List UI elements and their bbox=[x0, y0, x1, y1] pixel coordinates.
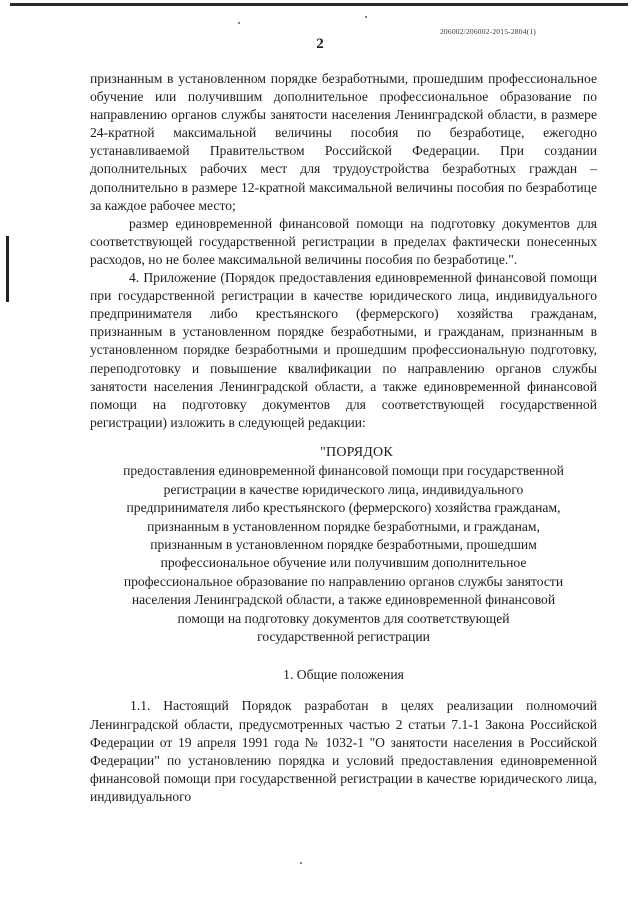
scan-speck bbox=[365, 16, 367, 18]
paragraph-appendix-4: 4. Приложение (Порядок предоставления единовременной финансовой помощи при государственной регистрации в качестве юридического лица, индивидуального предпринимателя либо крестьянского (фермерского) хозяйства гражданам, признанным в установленном порядке безработными, и гражданам, признанным в установленном порядке безработными и прошедшим профессиональную подготовку, переподготовку и повышение квалификации по направлению органов службы занятости населения Ленинградской области, а также единовременной финансовой помощи на подготовку документов для соответствующей государственной регистрации) изложить в следующей редакции: bbox=[90, 270, 597, 430]
margin-mark bbox=[6, 236, 9, 302]
order-title-line: помощи на подготовку документов для соответствующей bbox=[177, 610, 510, 626]
order-title-line: признанным в установленном порядке безработными, и гражданам, bbox=[147, 518, 540, 534]
paragraph-1-1: 1.1. Настоящий Порядок разработан в целях реализации полномочий Ленинградской области, предусмотренных частью 2 статьи 7.1-1 Закона Российской Федерации от 19 апреля 1991 года № 1032-1 "О занятости населения в Российской Федерации" по установлению порядка и условий предоставления единовременной финансовой помощи при государственной регистрации в качестве юридического лица, индивидуального bbox=[90, 698, 597, 804]
order-title-line: населения Ленинградской области, а также единовременной финансовой bbox=[131, 592, 556, 608]
order-title bbox=[90, 444, 597, 646]
order-title-line: признанным в установленном порядке безработными, прошедшим bbox=[150, 536, 537, 552]
paragraph-financial-help-size: размер единовременной финансовой помощи на подготовку документов для соответствующей государственной регистрации в пределах фактически понесенных расходов, но не более максимальной величины пособия по безработице.". bbox=[90, 215, 597, 267]
scan-speck bbox=[238, 22, 240, 24]
order-heading: "ПОРЯДОК bbox=[320, 444, 393, 460]
order-title-line: государственной регистрации bbox=[257, 628, 430, 644]
order-title-line: предоставления единовременной финансовой помощи при государственной bbox=[123, 463, 564, 479]
page-number: 2 bbox=[316, 36, 324, 52]
top-border-line bbox=[10, 3, 628, 6]
order-title-line: регистрации в качестве юридического лица, индивидуального bbox=[163, 481, 524, 497]
order-title-line: профессиональное обучение или получившим дополнительное bbox=[160, 555, 527, 571]
order-title-line: предпринимателя либо крестьянского (фермерского) хозяйства гражданам, bbox=[126, 500, 561, 516]
document-id: 206002/206002-2015-2804(1) bbox=[439, 27, 536, 36]
scan-speck bbox=[300, 862, 302, 864]
document-body bbox=[90, 70, 597, 806]
order-title-line: профессиональное образование по направлению органов службы занятости bbox=[123, 573, 564, 589]
paragraph-continuation: признанным в установленном порядке безработными, прошедшим профессиональное обучение или получившим дополнительное профессиональное образование по направлению органов службы занятости населения Ленинградской области, в размере 24-кратной максимальной величины пособия по безработице, ежегодно устанавливаемой Правительством Российской Федерации. При создании дополнительных рабочих мест для трудоустройства безработных граждан – дополнительно в размере 12-кратной максимальной величины пособия по безработице за каждое рабочее место; bbox=[90, 71, 597, 213]
section-heading: 1. Общие положения bbox=[283, 667, 404, 683]
